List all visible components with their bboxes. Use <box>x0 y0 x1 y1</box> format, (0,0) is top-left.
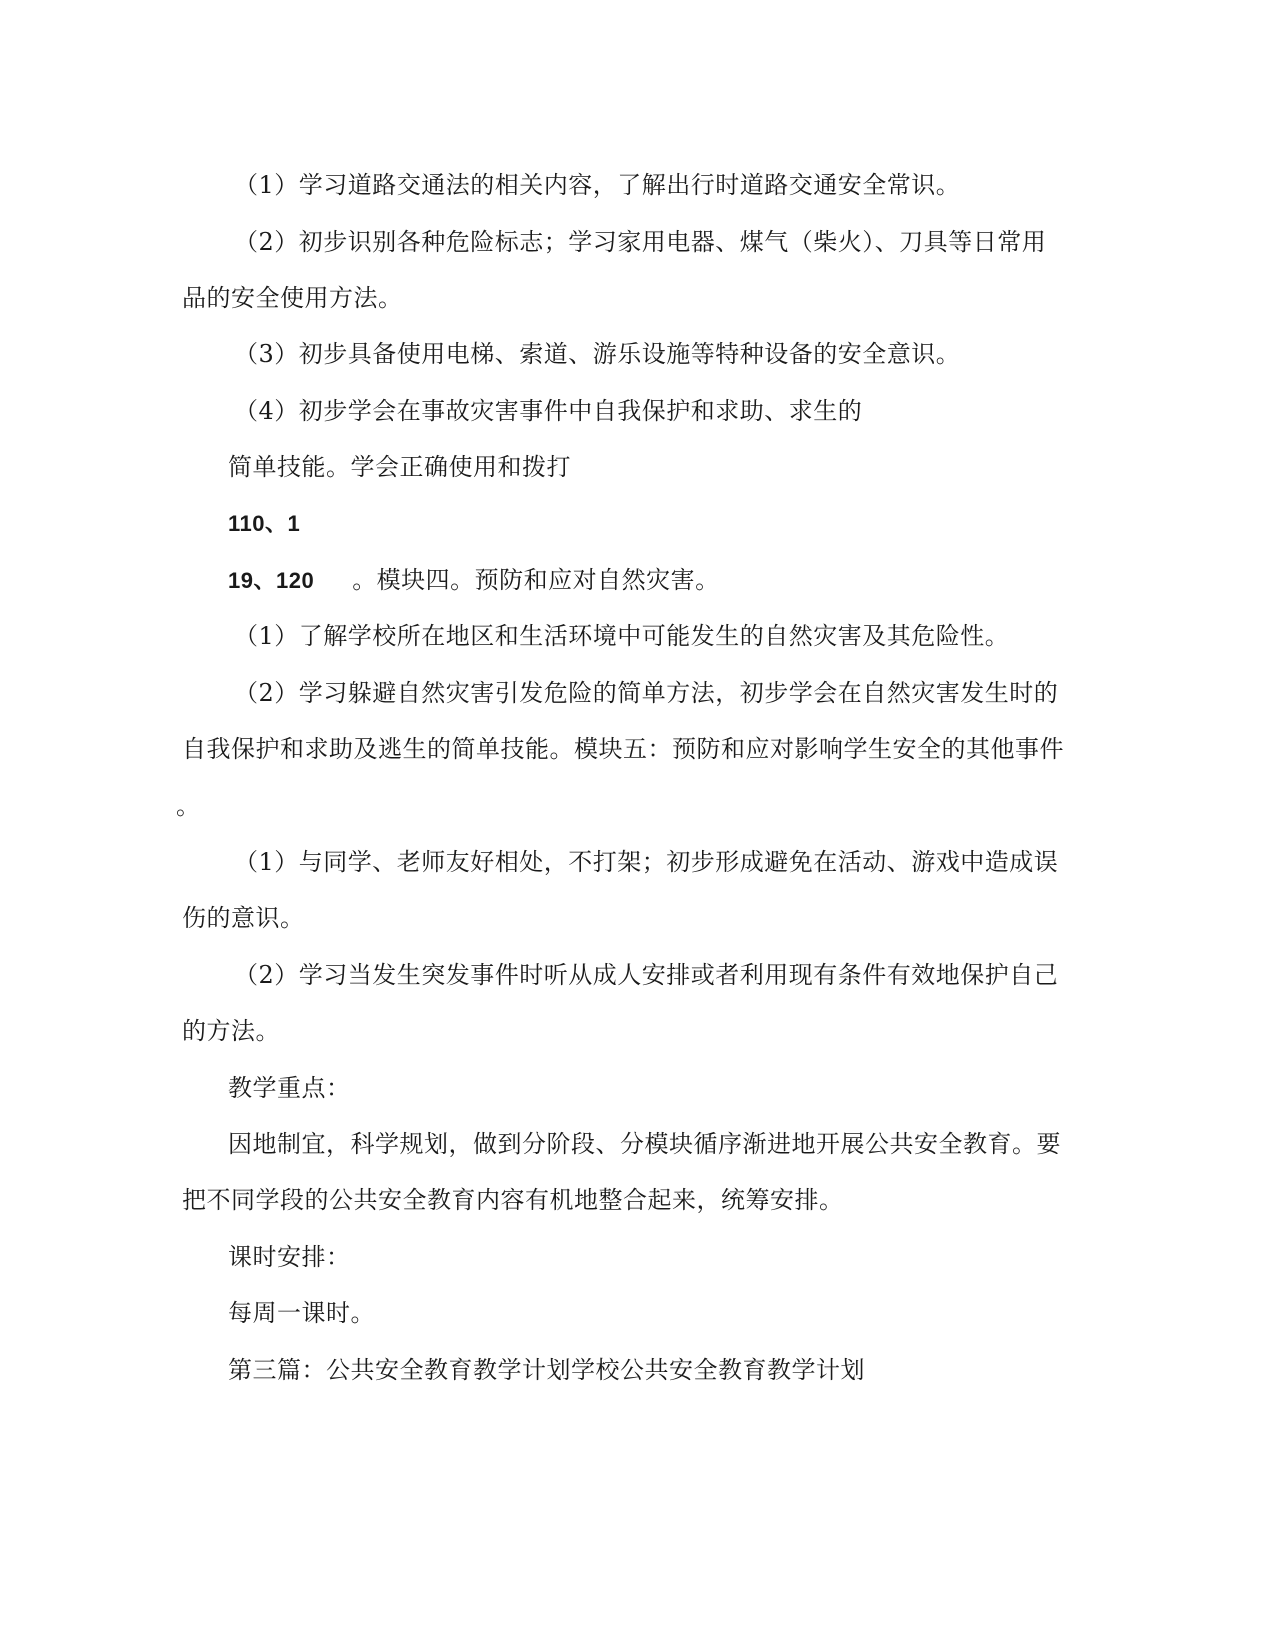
module-four-line <box>228 565 720 596</box>
paragraph-line: （2）初步识别各种危险标志；学习家用电器、煤气（柴火）、刀具等日常用 <box>234 228 1047 256</box>
phone-numbers-line: 110、1 <box>228 511 301 536</box>
paragraph-line: （4）初步学会在事故灾害事件中自我保护和求助、求生的 <box>234 397 863 425</box>
paragraph-line: 因地制宜，科学规划，做到分阶段、分模块循序渐进地开展公共安全教育。要 <box>228 1130 1061 1158</box>
phone-numbers-fragment: 19、120 <box>228 568 315 593</box>
paragraph-line: 伤的意识。 <box>182 904 305 932</box>
paragraph-line: （1）了解学校所在地区和生活环境中可能发生的自然灾害及其危险性。 <box>234 622 1010 650</box>
paragraph-line: （1）与同学、老师友好相处，不打架；初步形成避免在活动、游戏中造成误 <box>234 848 1059 876</box>
paragraph-line: 的方法。 <box>182 1017 280 1045</box>
paragraph-line: 把不同学段的公共安全教育内容有机地整合起来，统筹安排。 <box>182 1186 844 1214</box>
paragraph-line: （2）学习当发生突发事件时听从成人安排或者利用现有条件有效地保护自己 <box>234 961 1059 989</box>
section-heading: 课时安排： <box>228 1243 351 1271</box>
module-four-heading: 。模块四。预防和应对自然灾害。 <box>352 566 720 594</box>
paragraph-line: 简单技能。学会正确使用和拨打 <box>228 453 571 481</box>
section-heading: 教学重点： <box>228 1074 351 1102</box>
paragraph-line: 每周一课时。 <box>228 1299 375 1327</box>
paragraph-line: 。 <box>176 792 201 820</box>
paragraph-line: （1）学习道路交通法的相关内容，了解出行时道路交通安全常识。 <box>234 171 961 199</box>
chapter-title: 第三篇：公共安全教育教学计划学校公共安全教育教学计划 <box>228 1356 865 1384</box>
paragraph-line: （2）学习躲避自然灾害引发危险的简单方法，初步学会在自然灾害发生时的 <box>234 679 1059 707</box>
paragraph-line: 自我保护和求助及逃生的简单技能。模块五：预防和应对影响学生安全的其他事件 <box>182 735 1064 763</box>
paragraph-line: （3）初步具备使用电梯、索道、游乐设施等特种设备的安全意识。 <box>234 340 961 368</box>
paragraph-line: 品的安全使用方法。 <box>182 284 403 312</box>
